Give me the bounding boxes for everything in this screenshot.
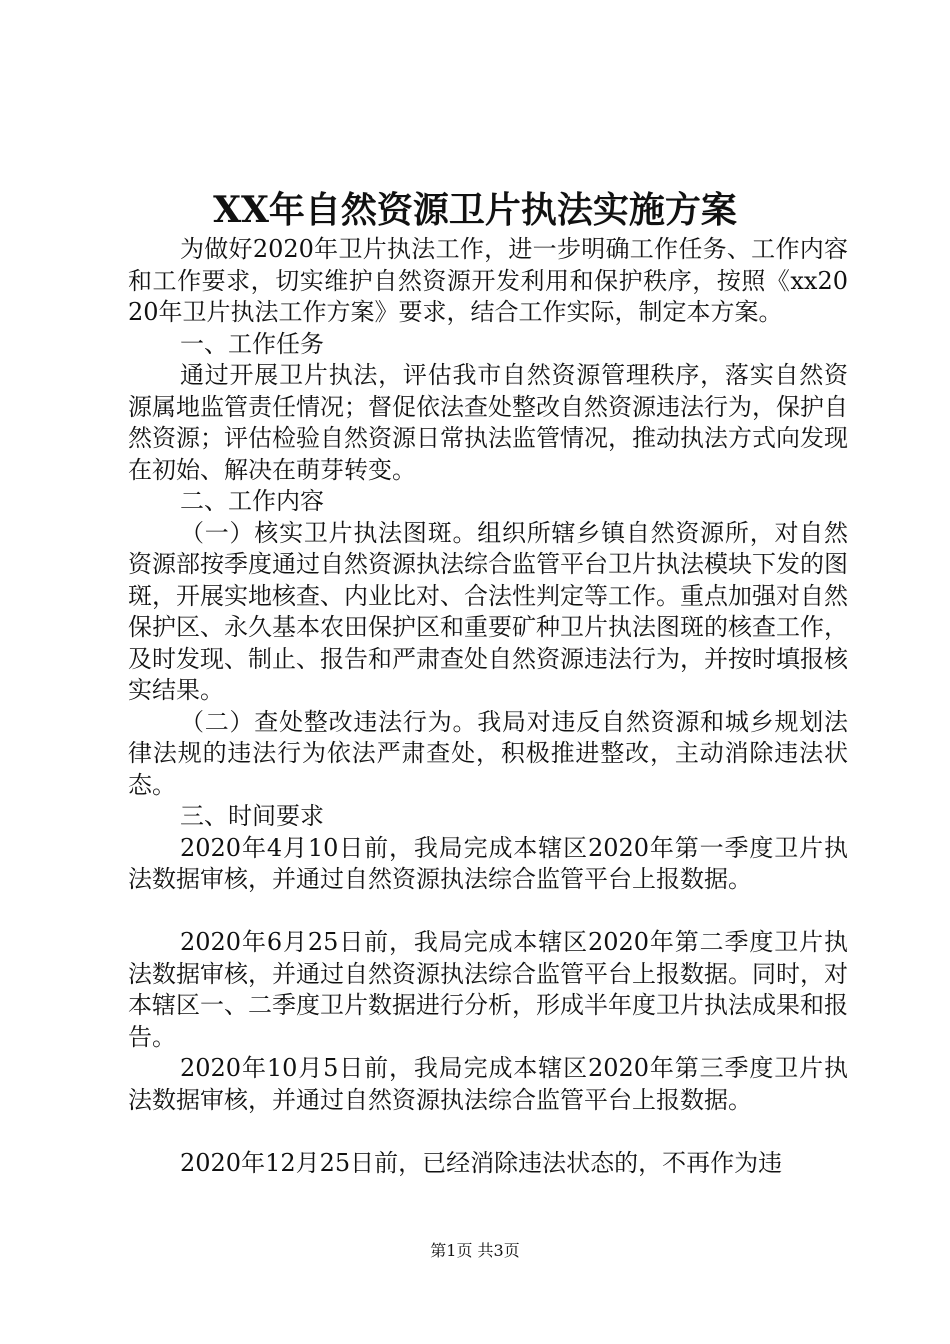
schedule-paragraph-4: 2020年12月25日前，已经消除违法状态的，不再作为违: [180, 1148, 783, 1177]
schedule-paragraph-1: 2020年4月10日前，我局完成本辖区2020年第一季度卫片执法数据审核，并通过自然资源执法综合监管平台上报数据。: [128, 833, 848, 893]
page-footer: 第1页 共3页: [430, 1241, 520, 1260]
content-paragraph-1: （一）核实卫片执法图斑。组织所辖乡镇自然资源所，对自然资源部按季度通过自然资源执法综合监管平台卫片执法模块下发的图斑，开展实地核查、内业比对、合法性判定等工作。重点加强对自然保护区、永久基本农田保护区和重要矿种卫片执法图斑的核查工作，及时发现、制止、报告和严肃查处自然资源违法行为，并按时填报核实结果。: [128, 518, 848, 704]
document-body: [128, 234, 848, 1179]
blank-line: [128, 1116, 848, 1148]
schedule-paragraph-2: 2020年6月25日前，我局完成本辖区2020年第二季度卫片执法数据审核，并通过自然资源执法综合监管平台上报数据。同时，对本辖区一、二季度卫片数据进行分析，形成半年度卫片执法成果和报告。: [128, 928, 848, 1051]
content-paragraph-2: （二）查处整改违法行为。我局对违反自然资源和城乡规划法律法规的违法行为依法严肃查处，积极推进整改，主动消除违法状态。: [128, 707, 848, 799]
tasks-paragraph: 通过开展卫片执法，评估我市自然资源管理秩序，落实自然资源属地监管责任情况；督促依法查处整改自然资源违法行为，保护自然资源；评估检验自然资源日常执法监管情况，推动执法方式向发现在初始、解决在萌芽转变。: [128, 361, 848, 484]
intro-paragraph: 为做好2020年卫片执法工作，进一步明确工作任务、工作内容和工作要求，切实维护自然资源开发利用和保护秩序，按照《xx2020年卫片执法工作方案》要求，结合工作实际，制定本方案。: [128, 235, 848, 326]
document-title: XX年自然资源卫片执法实施方案: [213, 189, 737, 231]
section-heading-content: 二、工作内容: [180, 487, 324, 515]
section-heading-tasks: 一、工作任务: [180, 329, 324, 358]
section-heading-schedule: 三、时间要求: [180, 802, 324, 830]
schedule-paragraph-3: 2020年10月5日前，我局完成本辖区2020年第三季度卫片执法数据审核，并通过自然资源执法综合监管平台上报数据。: [128, 1054, 848, 1114]
blank-line: [128, 896, 848, 928]
